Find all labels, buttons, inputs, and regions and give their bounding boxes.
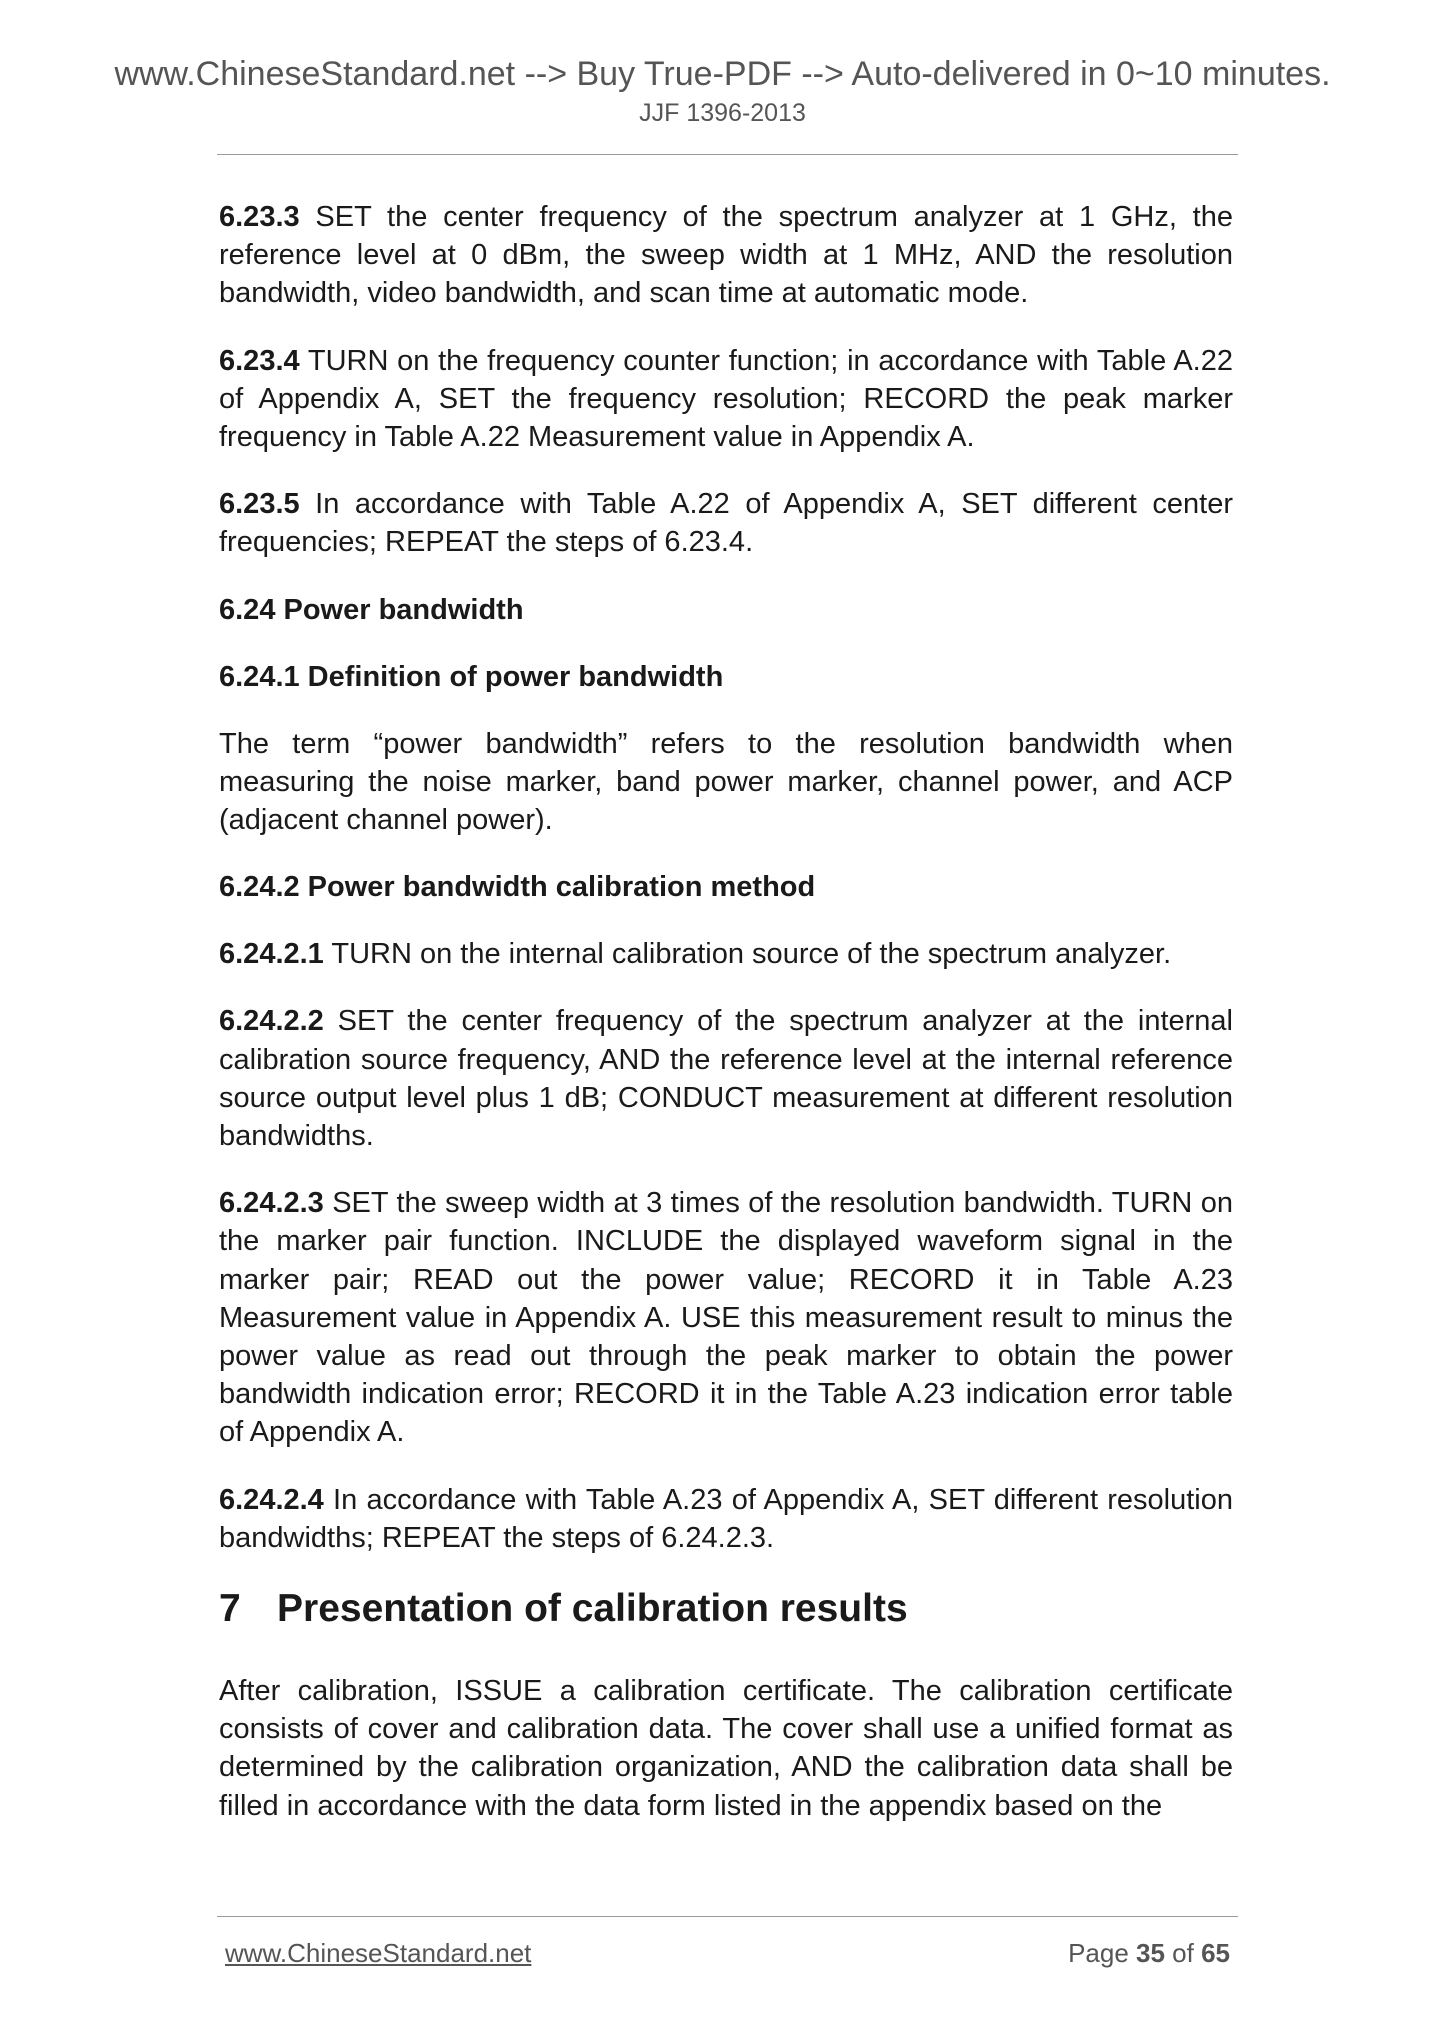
page-footer <box>225 1935 1230 1971</box>
clause-text: In accordance with Table A.23 of Appendix A, SET different resolution bandwidths; REPEAT the steps of 6.24.2.3. <box>219 1483 1233 1554</box>
clause-text: TURN on the internal calibration source of the spectrum analyzer. <box>323 938 1172 971</box>
clause-text: TURN on the frequency counter function; in accordance with Table A.22 of Appendix A, SET the frequency resolution; RECORD the peak marker frequency in Table A.22 Measurement value in Appendix A. <box>219 344 1233 454</box>
clause-6-23-4 <box>219 342 1233 457</box>
clause-number: 6.23.4 <box>219 344 300 377</box>
page-counter <box>1068 1935 1230 1971</box>
clause-number: 6.24.2.2 <box>219 1005 324 1038</box>
page-label: Page <box>1068 1938 1137 1968</box>
footer-divider <box>217 1916 1238 1917</box>
page-of-label: of <box>1164 1938 1202 1968</box>
clause-6-23-5 <box>219 485 1233 561</box>
clause-6-24-2-2 <box>219 1002 1233 1155</box>
clause-6-23-3 <box>219 198 1233 313</box>
heading-6-24-2: 6.24.2 Power bandwidth calibration method <box>219 871 816 904</box>
document-code: JJF 1396-2013 <box>639 99 806 127</box>
clause-number: 6.23.5 <box>219 488 300 521</box>
clause-number: 6.24.2.4 <box>219 1483 324 1516</box>
clause-text: SET the sweep width at 3 times of the resolution bandwidth. TURN on the marker pair function. INCLUDE the displayed waveform signal in the marker pair; READ out the power value; RECORD it in Table A.23 Measurement value in Appendix A. USE this measurement result to minus the power value as read out through the peak marker to obtain the power bandwidth indication error; RECORD it in the Table A.23 indication error table of Appendix A. <box>219 1187 1233 1449</box>
clause-number: 6.24.2.1 <box>219 938 324 971</box>
definition-paragraph: The term “power bandwidth” refers to the resolution bandwidth when measuring the noise marker, band power marker, channel power, and ACP (adjacent channel power). <box>219 727 1233 837</box>
heading-6-24: 6.24 Power bandwidth <box>219 593 524 626</box>
header-divider <box>217 154 1238 155</box>
clause-6-24-2-4 <box>219 1481 1233 1557</box>
clause-number: 6.23.3 <box>219 201 300 233</box>
chapter-7-heading <box>219 1586 1233 1632</box>
clause-text: In accordance with Table A.22 of Appendix A, SET different center frequencies; REPEAT the steps of 6.23.4. <box>219 488 1233 559</box>
clause-number: 6.24.2.3 <box>219 1187 324 1220</box>
clause-text: SET the center frequency of the spectrum analyzer at the internal calibration source frequency, AND the reference level at the internal reference source output level plus 1 dB; CONDUCT measurement at different resolution bandwidths. <box>219 1005 1233 1153</box>
page-content <box>219 198 1233 1825</box>
footer-website-link[interactable]: www.ChineseStandard.net <box>225 1938 532 1968</box>
clause-6-24-2-3 <box>219 1184 1233 1451</box>
clause-text: SET the center frequency of the spectrum analyzer at 1 GHz, the reference level at 0 dBm, the sweep width at 1 MHz, AND the resolution bandwidth, video bandwidth, and scan time at automatic mode. <box>219 201 1233 310</box>
current-page-number: 35 <box>1136 1938 1165 1968</box>
heading-6-24-1: 6.24.1 Definition of power bandwidth <box>219 660 724 693</box>
chapter-number: 7 <box>219 1587 241 1631</box>
total-pages-number: 65 <box>1201 1938 1230 1968</box>
page-header <box>0 54 1445 128</box>
header-banner[interactable]: www.ChineseStandard.net --> Buy True-PDF --> Auto-delivered in 0~10 minutes. <box>114 55 1331 93</box>
chapter-7-paragraph: After calibration, ISSUE a calibration certificate. The calibration certificate consists of cover and calibration data. The cover shall use a unified format as determined by the calibration organization, AND the calibration data shall be filled in accordance with the data form listed in the appendix based on the <box>219 1675 1233 1822</box>
clause-6-24-2-1 <box>219 935 1233 973</box>
chapter-title: Presentation of calibration results <box>277 1587 908 1631</box>
